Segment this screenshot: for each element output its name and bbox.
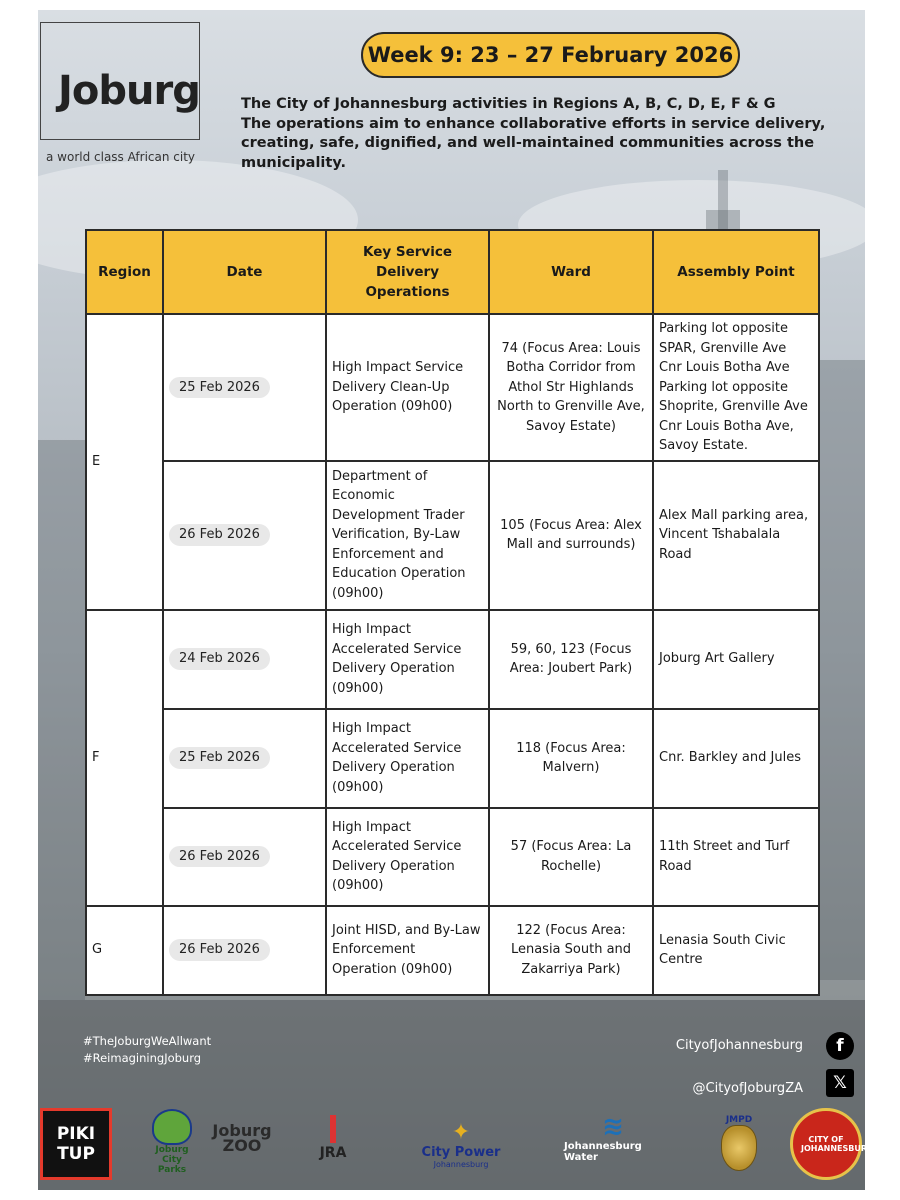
assembly-cell: 11th Street and Turf Road <box>653 808 819 906</box>
logo-tagline: a world class African city <box>46 150 196 164</box>
week-title: Week 9: 23 – 27 February 2026 <box>361 32 740 78</box>
table-row <box>86 808 819 906</box>
table-row <box>86 314 819 461</box>
assembly-cell: Lenasia South Civic Centre <box>653 906 819 995</box>
dragonfly-icon: ✦ <box>451 1119 471 1145</box>
joburg-logo: Joburg <box>58 68 200 114</box>
date-cell <box>163 461 326 610</box>
ward-cell: 74 (Focus Area: Louis Botha Corridor from Athol Str Highlands North to Grenville Ave, Savoy Estate) <box>489 314 653 461</box>
building <box>38 440 85 1000</box>
region-cell: G <box>86 906 163 995</box>
region-cell: F <box>86 610 163 906</box>
date-cell <box>163 808 326 906</box>
jmpd-logo-text: JMPD <box>725 1115 753 1125</box>
date-cell <box>163 709 326 808</box>
operation-cell: High Impact Accelerated Service Delivery Operation (09h00) <box>326 610 489 709</box>
jra-logo-text: JRA <box>319 1145 347 1161</box>
header-operations: Key Service Delivery Operations <box>326 230 489 314</box>
date-cell <box>163 610 326 709</box>
table-header-row <box>86 230 819 314</box>
intro-text <box>241 95 841 173</box>
hashtags <box>83 1033 211 1067</box>
city-power-logo <box>405 1108 517 1180</box>
zoo-logo-bottom: ZOO <box>222 1136 262 1155</box>
facebook-icon[interactable]: f <box>826 1032 854 1060</box>
date-cell <box>163 906 326 995</box>
operation-cell: High Impact Accelerated Service Delivery Operation (09h00) <box>326 709 489 808</box>
ward-cell: 118 (Focus Area: Malvern) <box>489 709 653 808</box>
city-power-logo-text: City Power <box>421 1144 501 1160</box>
date-pill: 26 Feb 2026 <box>169 524 270 546</box>
pikitup-logo-text: PIKI TUP <box>56 1124 96 1164</box>
operation-cell: High Impact Service Delivery Clean-Up Operation (09h00) <box>326 314 489 461</box>
facebook-handle[interactable]: CityofJohannesburg <box>675 1038 803 1053</box>
x-icon[interactable]: 𝕏 <box>826 1069 854 1097</box>
header-ward: Ward <box>489 230 653 314</box>
hashtag[interactable]: #TheJoburgWeAllwant <box>83 1034 212 1048</box>
fire-department-logo-text: CITY OF JOHANNESBURG <box>801 1135 874 1153</box>
water-wave-icon: ≋ <box>602 1112 624 1142</box>
building <box>818 360 865 980</box>
table-row <box>86 906 819 995</box>
jmpd-logo <box>716 1108 762 1178</box>
city-parks-logo <box>148 1108 196 1176</box>
header-assembly-point: Assembly Point <box>653 230 819 314</box>
region-cell: E <box>86 314 163 610</box>
johannesburg-water-logo-text: Johannesburg Water <box>564 1141 642 1163</box>
city-parks-logo-text: Joburg City Parks <box>155 1145 189 1175</box>
date-pill: 25 Feb 2026 <box>169 377 270 399</box>
joburg-zoo-logo <box>212 1108 272 1168</box>
intro-line: municipality. <box>241 154 346 171</box>
police-badge-icon <box>721 1125 757 1171</box>
assembly-cell: Alex Mall parking area, Vincent Tshabalala Road <box>653 461 819 610</box>
tower-icon <box>330 1115 336 1143</box>
operation-cell: High Impact Accelerated Service Delivery Operation (09h00) <box>326 808 489 906</box>
ward-cell: 105 (Focus Area: Alex Mall and surrounds) <box>489 461 653 610</box>
intro-line: The City of Johannesburg activities in Regions A, B, C, D, E, F & G <box>241 96 776 112</box>
johannesburg-water-logo <box>564 1108 662 1168</box>
zoo-logo-top: Joburg <box>212 1121 272 1140</box>
table-row <box>86 610 819 709</box>
jra-logo <box>308 1108 358 1168</box>
header-region: Region <box>86 230 163 314</box>
ward-cell: 122 (Focus Area: Lenasia South and Zakarriya Park) <box>489 906 653 995</box>
date-pill: 26 Feb 2026 <box>169 939 270 961</box>
date-pill: 26 Feb 2026 <box>169 846 270 868</box>
intro-line: The operations aim to enhance collaborative efforts in service delivery, <box>241 115 826 132</box>
date-pill: 24 Feb 2026 <box>169 648 270 670</box>
table-row <box>86 461 819 610</box>
leaf-icon <box>152 1109 192 1145</box>
assembly-cell: Cnr. Barkley and Jules <box>653 709 819 808</box>
x-handle[interactable]: @CityofJoburgZA <box>692 1081 803 1096</box>
assembly-cell: Joburg Art Gallery <box>653 610 819 709</box>
pikitup-logo <box>40 1108 112 1180</box>
ward-cell: 59, 60, 123 (Focus Area: Joubert Park) <box>489 610 653 709</box>
date-pill: 25 Feb 2026 <box>169 747 270 769</box>
table-row <box>86 709 819 808</box>
city-power-logo-sub: Johannesburg <box>433 1159 489 1169</box>
header-date: Date <box>163 230 326 314</box>
operations-table <box>85 229 820 996</box>
ward-cell: 57 (Focus Area: La Rochelle) <box>489 808 653 906</box>
date-cell <box>163 314 326 461</box>
operation-cell: Department of Economic Development Trader Verification, By-Law Enforcement and Education Operation (09h00) <box>326 461 489 610</box>
hashtag[interactable]: #ReimaginingJoburg <box>83 1051 202 1065</box>
assembly-cell: Parking lot opposite SPAR, Grenville Ave Cnr Louis Botha Ave Parking lot opposite Shoprite, Grenville Ave Cnr Louis Botha Ave, Savoy Estate. <box>653 314 819 461</box>
operation-cell: Joint HISD, and By-Law Enforcement Operation (09h00) <box>326 906 489 995</box>
fire-department-logo <box>790 1108 874 1180</box>
intro-line: creating, safe, dignified, and well-maintained communities across the <box>241 135 815 151</box>
